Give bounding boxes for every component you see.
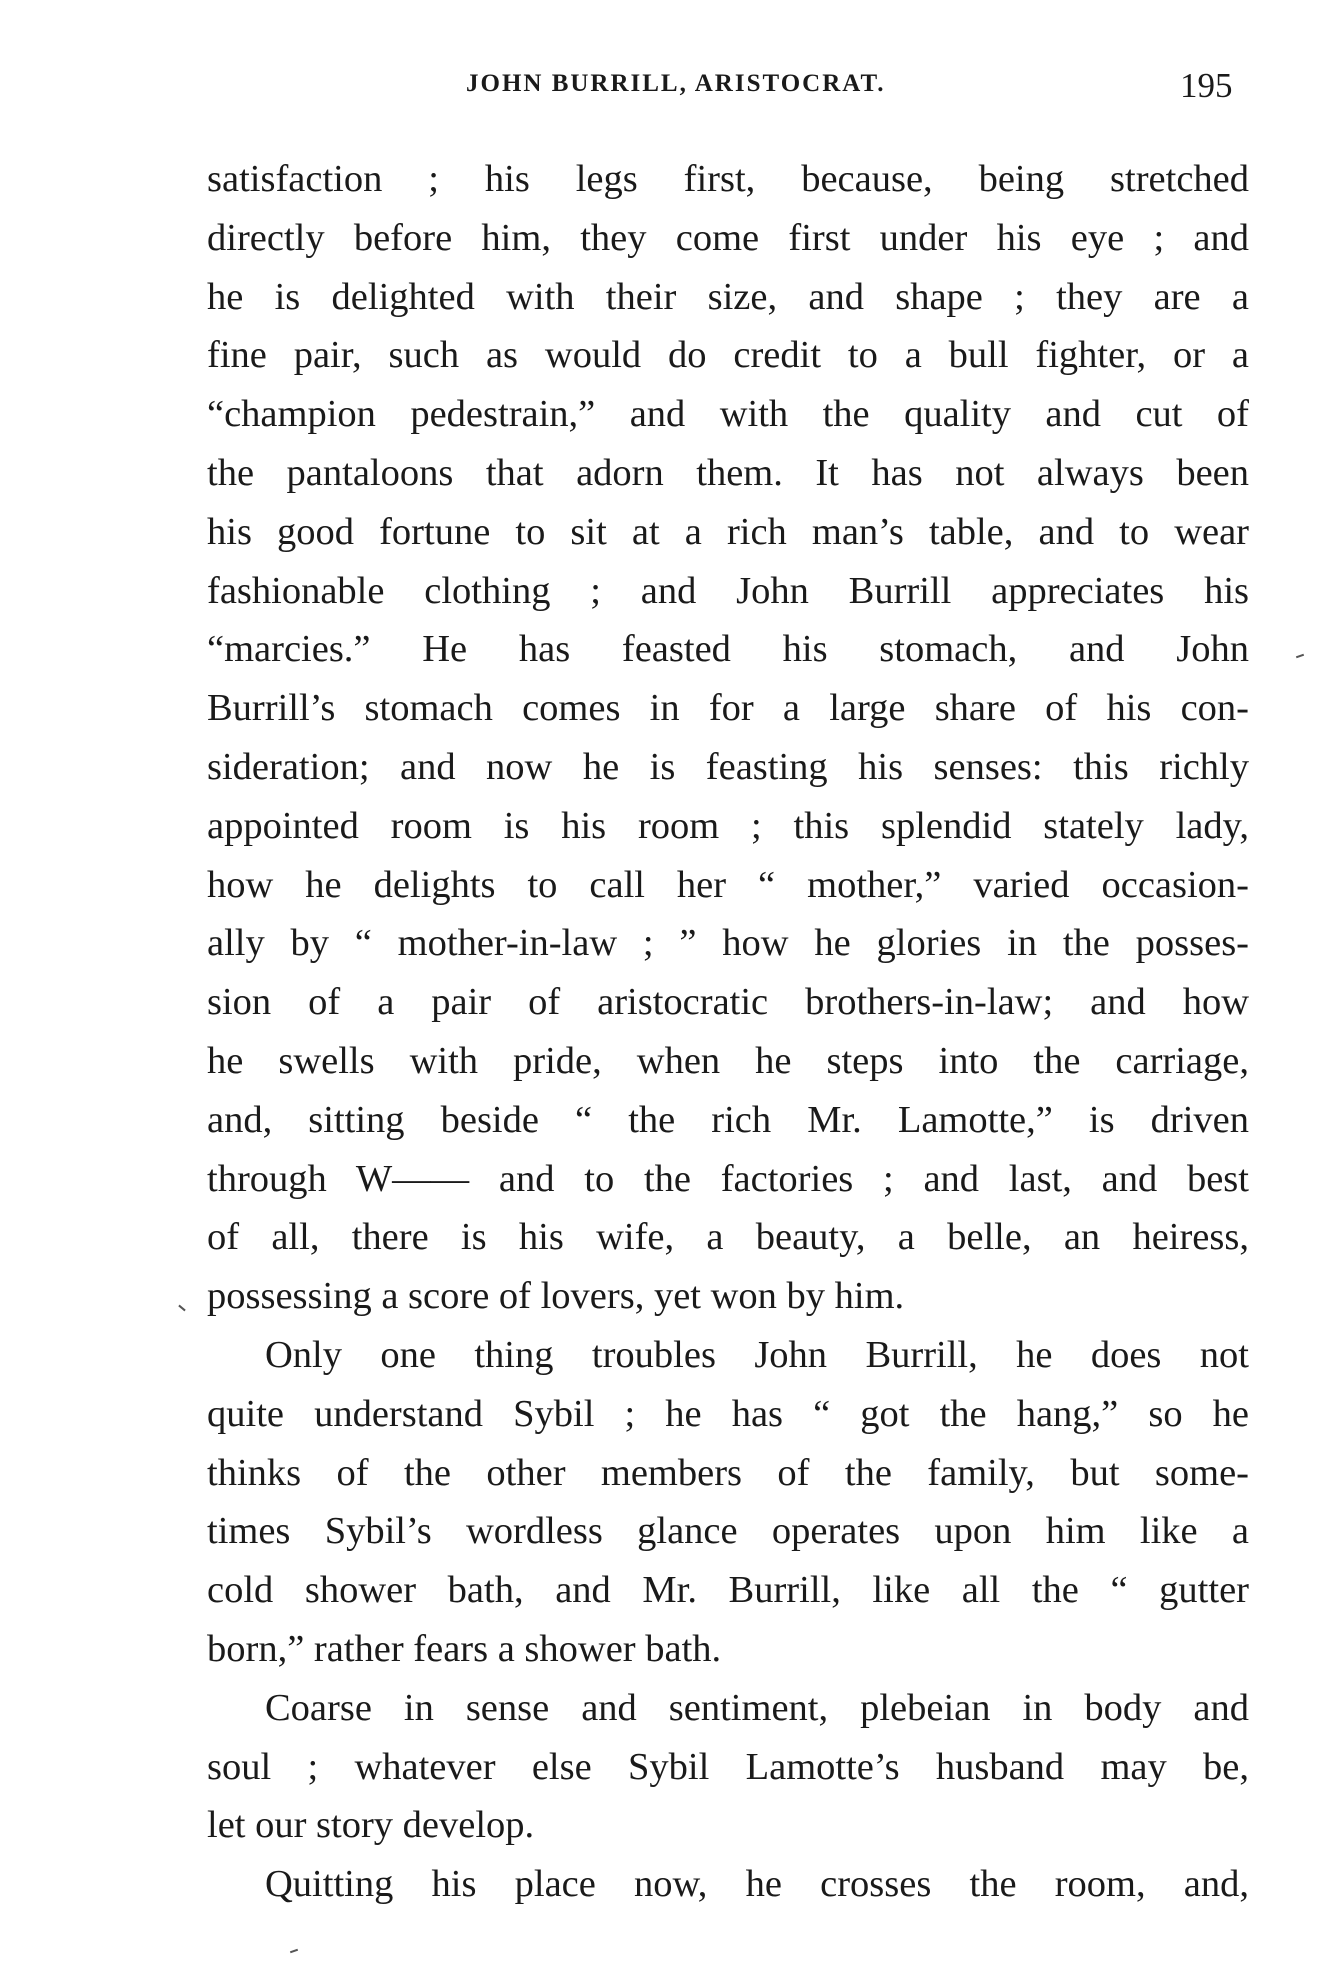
- text-line: he swells with pride, when he steps into the carriage,: [207, 1039, 1249, 1082]
- paragraph: [207, 1855, 1249, 1914]
- text-line: “champion pedestrain,” and with the quality and cut of: [207, 393, 1249, 436]
- text-line: his good fortune to sit at a rich man’s table, and to wear: [207, 510, 1249, 553]
- text-line: Burrill’s stomach comes in for a large share of his con-: [207, 687, 1249, 730]
- text-line: directly before him, they come first under his eye ; and: [207, 216, 1249, 259]
- text-line: Coarse in sense and sentiment, plebeian in body and: [265, 1686, 1249, 1729]
- margin-speck: [1296, 654, 1304, 659]
- text-line: ally by “ mother-in-law ; ” how he glories in the posses-: [207, 922, 1249, 965]
- text-line: fashionable clothing ; and John Burrill appreciates his: [207, 569, 1249, 612]
- text-line: of all, there is his wife, a beauty, a belle, an heiress,: [207, 1216, 1249, 1259]
- running-head: [0, 66, 1325, 106]
- text-line: fine pair, such as would do credit to a bull fighter, or a: [207, 334, 1249, 377]
- text-line: satisfaction ; his legs first, because, being stretched: [207, 158, 1249, 200]
- text-line: born,” rather fears a shower bath.: [207, 1627, 722, 1670]
- body-text: [207, 150, 1249, 1914]
- text-line: through W—— and to the factories ; and last, and best: [207, 1157, 1249, 1200]
- text-line: times Sybil’s wordless glance operates upon him like a: [207, 1510, 1249, 1553]
- page-number: 195: [1180, 66, 1233, 105]
- paragraph: [207, 150, 1249, 1326]
- text-line: quite understand Sybil ; he has “ got the hang,” so he: [207, 1392, 1249, 1435]
- text-line: cold shower bath, and Mr. Burrill, like all the “ gutter: [207, 1569, 1249, 1612]
- text-line: soul ; whatever else Sybil Lamotte’s husband may be,: [207, 1745, 1249, 1788]
- text-line: “marcies.” He has feasted his stomach, and John: [207, 628, 1249, 671]
- text-line: and, sitting beside “ the rich Mr. Lamotte,” is driven: [207, 1098, 1249, 1141]
- text-line: sideration; and now he is feasting his senses: this richly: [207, 745, 1249, 788]
- text-line: thinks of the other members of the family, but some-: [207, 1451, 1249, 1494]
- text-line: Only one thing troubles John Burrill, he does not: [265, 1333, 1249, 1376]
- text-line: the pantaloons that adorn them. It has not always been: [207, 451, 1249, 494]
- paragraph: [207, 1326, 1249, 1679]
- paragraph: [207, 1679, 1249, 1855]
- margin-speck: [178, 1305, 185, 1312]
- text-line: appointed room is his room ; this splendid stately lady,: [207, 804, 1249, 847]
- text-line: he is delighted with their size, and shape ; they are a: [207, 275, 1249, 318]
- running-title: JOHN BURRILL, ARISTOCRAT.: [466, 70, 886, 97]
- text-line: how he delights to call her “ mother,” varied occasion-: [207, 863, 1249, 906]
- text-line: possessing a score of lovers, yet won by him.: [207, 1275, 905, 1318]
- text-line: Quitting his place now, he crosses the room, and,: [265, 1863, 1249, 1906]
- text-line: let our story develop.: [207, 1804, 535, 1847]
- text-line: sion of a pair of aristocratic brothers-in-law; and how: [207, 981, 1249, 1024]
- margin-speck: [290, 1949, 298, 1954]
